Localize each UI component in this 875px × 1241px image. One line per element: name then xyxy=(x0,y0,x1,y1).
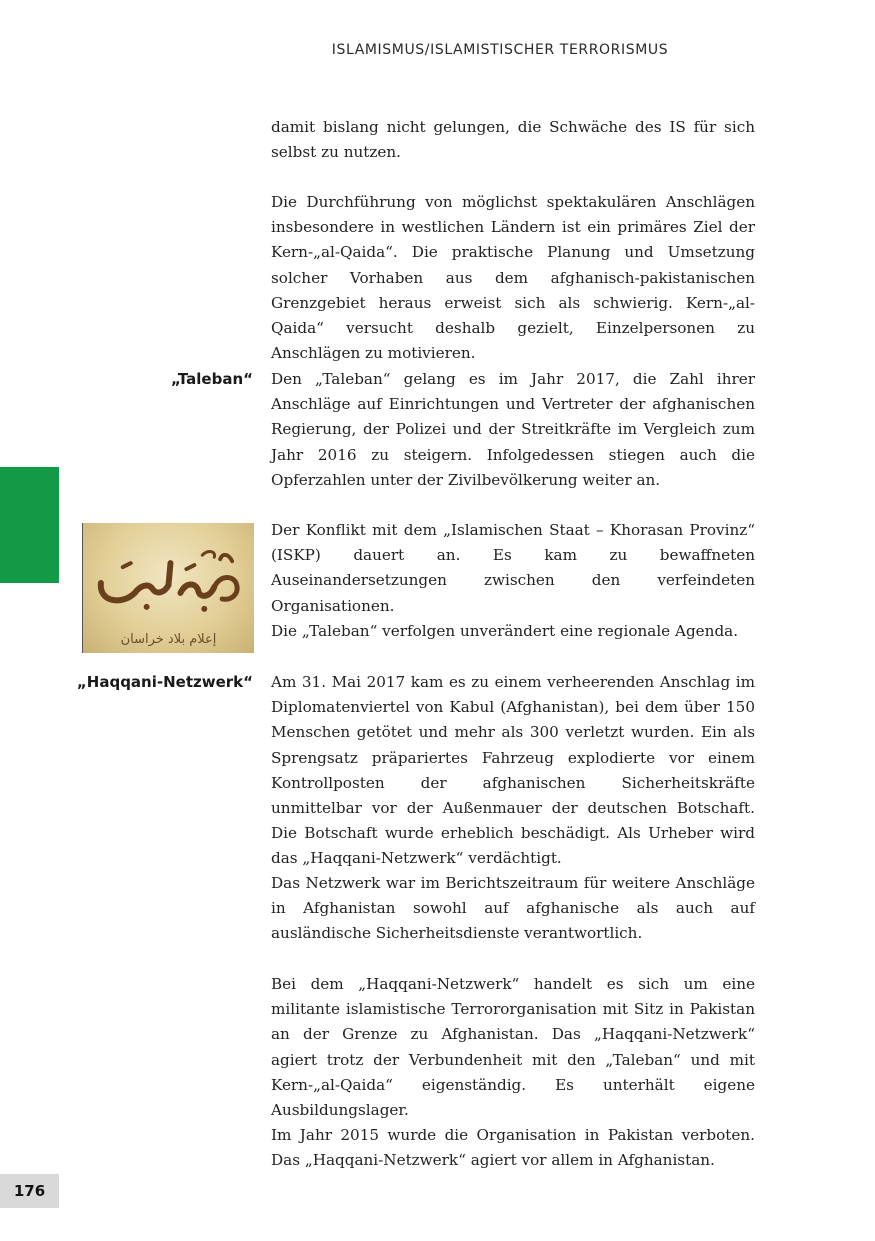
paragraph-1: damit bislang nicht gelungen, die Schwäche des IS für sich selbst zu nutzen. xyxy=(271,118,755,162)
main-column-block-9 xyxy=(271,1123,755,1173)
main-column xyxy=(271,115,755,165)
paragraph-8: Bei dem „Haqqani-Netzwerk“ handelt es sich um eine militante islamistische Terrororganisation mit Sitz in Pakistan an der Grenze zu Afghanistan. Das „Haqqani-Netzwerk“ agiert trotz der Verbundenheit mit den „Taleban“ und mit Kern-„al-Qaida“ eigenständig. Es unterhält eigene Ausbildungslager. xyxy=(271,975,755,1120)
paragraph-5: Die „Taleban“ verfolgen unverändert eine regionale Agenda. xyxy=(271,622,739,640)
paragraph-6: Am 31. Mai 2017 kam es zu einem verheerenden Anschlag im Diplomatenviertel von Kabul (Afghanistan), bei dem über 150 Menschen getötet und mehr als 300 verletzt wurden. Ein als Sprengsatz präpariertes Fahrzeug explodierte vor einem Kontrollposten der afghanischen Sicherheitskräfte unmittelbar vor der Außenmauer der deutschen Botschaft. Die Botschaft wurde erheblich beschädigt. Als Urheber wird das „Haqqani-Netzwerk“ verdächtigt. xyxy=(271,673,755,868)
side-label-taleban: „Taleban“ xyxy=(171,370,253,388)
paragraph-3: Den „Taleban“ gelang es im Jahr 2017, die Zahl ihrer Anschläge auf Einrichtungen und Vertreter der afghanischen Regierung, der Polizei und der Streitkräfte im Vergleich zum Jahr 2016 zu steigern. Infolgedessen stiegen auch die Opferzahlen unter der Zivilbevölkerung weiter an. xyxy=(271,370,755,489)
main-column-block-4 xyxy=(271,518,755,619)
main-column-block-7 xyxy=(271,871,755,947)
main-column-block-8 xyxy=(271,972,755,1123)
main-column-block-5 xyxy=(271,619,755,644)
main-column-block-3 xyxy=(271,367,755,493)
main-column-block-6 xyxy=(271,670,755,872)
paragraph-2: Die Durchführung von möglichst spektakulären Anschlägen insbesondere in westlichen Ländern ist ein primäres Ziel der Kern-„al-Qaida“. Die praktische Planung und Umsetzung solcher Vorhaben aus dem afghanisch-pakistanischen Grenzgebiet heraus erweist sich als schwierig. Kern-„al-Qaida“ versucht deshalb gezielt, Einzelpersonen zu Anschlägen zu motivieren. xyxy=(271,193,755,363)
side-label-haqqani: „Haqqani-Netzwerk“ xyxy=(76,673,253,691)
paragraph-9: Im Jahr 2015 wurde die Organisation in Pakistan verboten. Das „Haqqani-Netzwerk“ agiert vor allem in Afghanistan. xyxy=(271,1126,755,1170)
page-number: 176 xyxy=(0,1174,59,1208)
running-header: ISLAMISMUS/ISLAMISTISCHER TERRORISMUS xyxy=(331,42,669,58)
main-column-block-2 xyxy=(271,190,755,366)
paragraph-4: Der Konflikt mit dem „Islamischen Staat – Khorasan Provinz“ (ISKP) dauert an. Es kam zu bewaffneten Auseinandersetzungen zwischen den verfeindeten Organisationen. xyxy=(271,521,755,615)
khorasan-logo-image xyxy=(82,523,254,653)
logo-caption: إعلام بلاد خراسان xyxy=(120,632,217,647)
paragraph-7: Das Netzwerk war im Berichtszeitraum für weitere Anschläge in Afghanistan sowohl auf afghanische als auch auf ausländische Sicherheitsdienste verantwortlich. xyxy=(271,874,755,943)
chapter-tab xyxy=(0,467,59,583)
